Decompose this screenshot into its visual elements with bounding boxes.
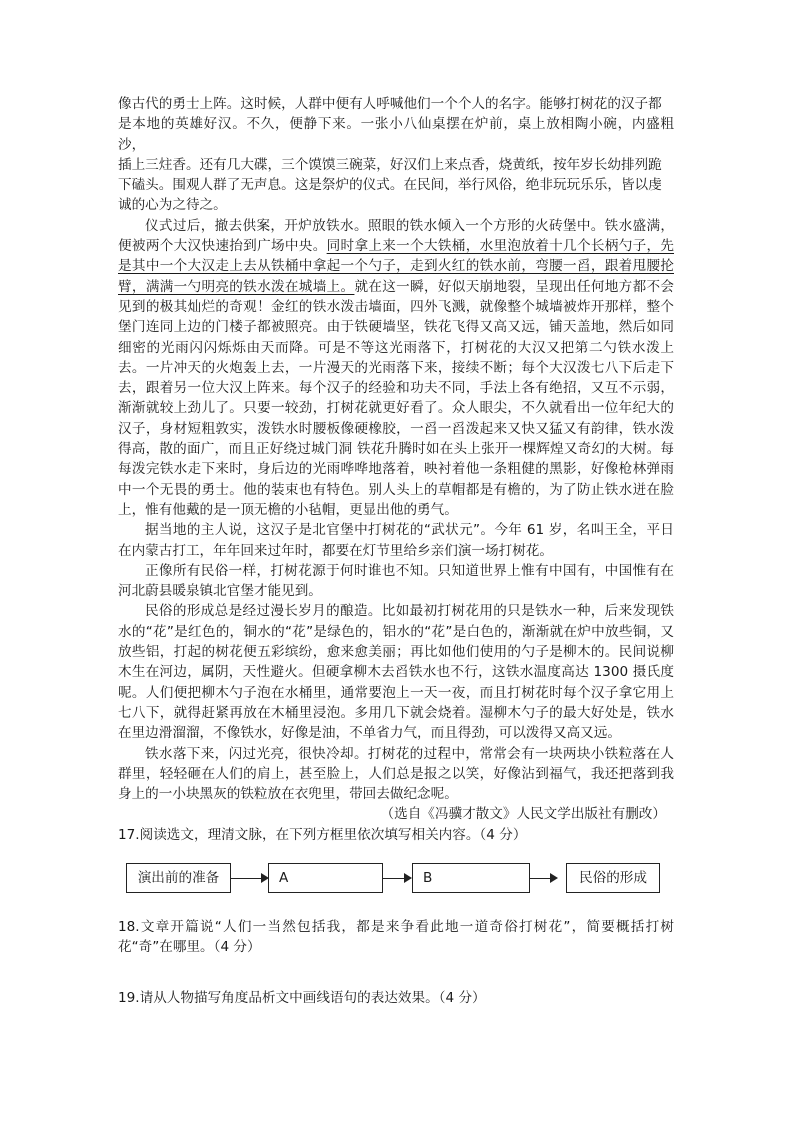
exam-page [118,94,674,1008]
flowchart [118,857,674,901]
arrow-right-icon [231,878,267,879]
question-17: 17.阅读选文，理清文脉，在下列方框里依次填写相关内容。（4 分） [118,826,527,843]
flow-box-start: 演出前的准备 [126,863,231,893]
text-line: 是本地的英雄好汉。不久，便静下来。一张小八仙桌摆在炉前，桌上放相陶小碗，内盛粗沙， [118,116,674,153]
text-line: 诚的心为之待之。 [118,197,227,214]
text-span: 仪式过后，撤去供案，开炉放铁水。照眼的铁水倾入一个方形的火砖堡中。铁水盛满，便被两个大汉快速抬到广场中央。 [118,217,674,255]
question-19: 19.请从人物描写角度品析文中画线语句的表达效果。（4 分） [118,989,486,1006]
paragraph-custom-formation: 民俗的形成总是经过漫长岁月的酿造。比如最初打树花用的只是铁水一种，后来发现铁水的“花”是红色的，铜水的“花”是绿色的，铝水的“花”是白色的，渐渐就在炉中放些铜，又放些铝，打起的树花便五彩缤纷，愈来愈美丽；再比如他们使用的勺子是柳木的。民间说柳木生在河边，属阴，天性避火。但硬拿柳木去舀铁水也不行，这铁水温度高达 1300 摄氏度呢。人们便把柳木勺子泡在水桶里，通常要泡上一天一夜，而且打树花时每个汉子拿它用上七八下，就得赶紧再放在木桶里浸泡。多用几下就会烧着。湿柳木勺子的最大好处是，铁水在里边滑溜溜，不像铁水，好像是油，不单省力气，而且得劲，可以泼得又高又远。 [118,603,674,742]
text-line: 像古代的勇士上阵。这时候，人群中便有人呼喊他们一个个人的名字。能够打树花的汉子都 [118,96,662,112]
flow-box-end: 民俗的形成 [566,863,660,893]
paragraph-ritual [118,94,674,216]
paragraph-performance [118,216,674,520]
answer-space [118,958,674,988]
source-citation: （选自《冯骥才散文》人民文学出版社有删改） [380,806,666,823]
flow-box-b[interactable]: B [412,863,530,893]
arrow-right-icon [530,878,556,879]
paragraph-origin: 正像所有民俗一样，打树花源于何时谁也不知。只知道世界上惟有中国有，中国惟有在河北蔚县暖泉镇北官堡才能见到。 [118,562,674,600]
text-line: 下磕头。围观人群了无声息。这是祭炉的仪式。在民间，举行风俗，绝非玩玩乐乐，皆以虔 [118,177,662,194]
paragraph-ending: 铁水落下来，闪过光亮，很快冷却。打树花的过程中，常常会有一块两块小铁粒落在人群里，轻轻砸在人们的肩上，甚至脸上，人们总是报之以笑，好像沾到福气，我还把落到我身上的一小块黑灰的铁粒放在衣兜里，带回去做纪念呢。 [118,745,674,803]
spacer [118,901,674,917]
question-18: 18.文章开篇说“人们一当然包括我，都是来争看此地一道奇俗打树花”，简要概括打树花“奇”在哪里。（4 分） [118,918,674,956]
underlined-sentence: 同时拿上来一个大铁桶，水里泡放着十几个长柄勺子，先是其中一个大汉走上去从铁桶中拿起一个勺子，走到火红的铁水前，弯腰一舀，跟着甩腰抡臂，满满一勺明亮的铁水泼在城墙上。 [118,238,675,295]
text-span: 就在这一瞬，好似天崩地裂，呈现出任何地方都不会见到的极其灿烂的奇观！金红的铁水泼击墙面，四外飞溅，就像整个城墙被炸开那样，整个堡门连同上边的门楼子都被照亮。由于铁硬墙坚，铁花飞得又高又远，铺天盖地，然后如同细密的光雨闪闪烁烁由天而降。可是不等这光雨落下，打树花的大汉又把第二勺铁水泼上去。一片冲天的火炮轰上去，一片漫天的光雨落下来，接续不断；每个大汉泼七八下后走下去，跟着另一位大汉上阵来。每个汉子的经验和功夫不同，手法上各有绝招，又互不示弱，渐渐就较上劲儿了。只要一较劲，打树花就更好看了。众人眼尖，不久就看出一位年纪大的汉子，身材短粗敦实，泼铁水时腰板像硬橡胶，一舀一舀泼起来又快又猛又有韵律，铁水泼得高，散的面广，而且正好绕过城门洞 铁花升腾时如在头上张开一棵辉煌又奇幻的大树。每每泼完铁水走下来时，身后边的光雨哗哗地落着，映衬着他一条粗健的黑影，好像枪林弹雨中一个无畏的勇士。他的装束也有特色。别人头上的草帽都是有檐的，为了防止铁水迸在脸上，惟有他戴的是一顶无檐的小毡帽，更显出他的勇气。 [118,278,675,518]
text-line: 插上三炷香。还有几大碟，三个馍馍三碗菜，好汉们上来点香，烧黄纸，按年岁长幼排列跪 [118,156,662,173]
flow-box-a[interactable]: A [268,863,383,893]
arrow-right-icon [383,878,410,879]
paragraph-wang-quan: 据当地的主人说，这汉子是北官堡中打树花的“武状元”。今年 61 岁，名叫王全，平日在内蒙古打工，年年回来过年时，都要在灯节里给乡亲们演一场打树花。 [118,522,674,559]
